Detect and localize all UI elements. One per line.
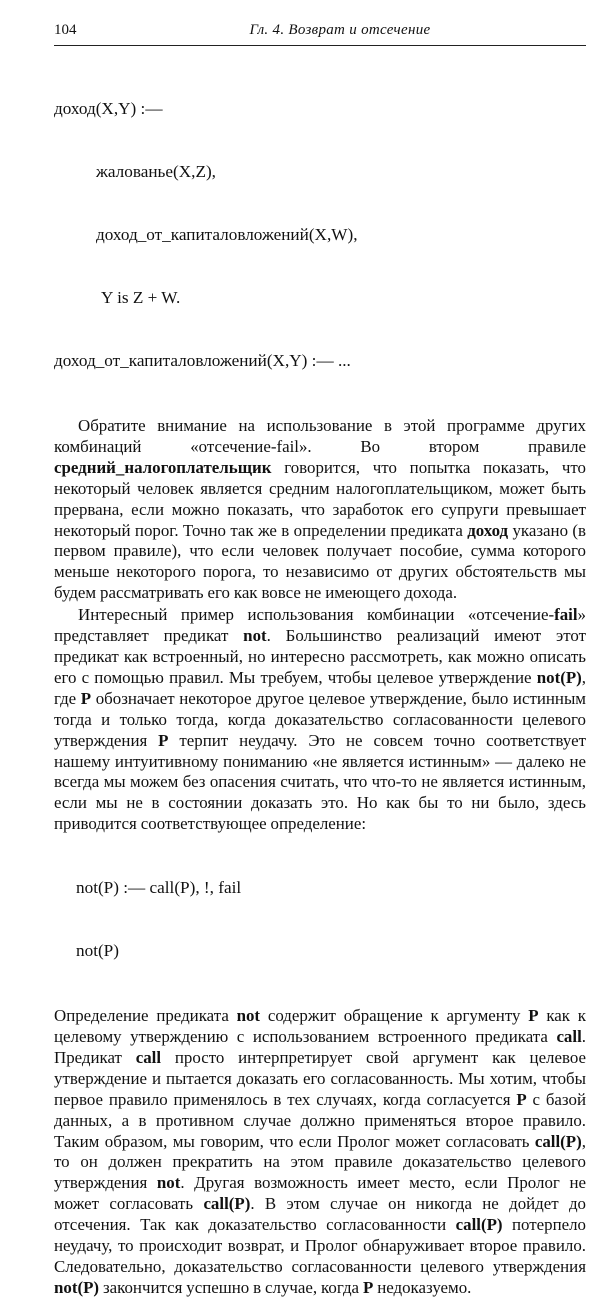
paragraph-cut-fail: Обратите внимание на использование в этой программе других комбинаций «отсечение-fail». Во втором правиле средний_налогоплательщик говорится, что попытка показать, что некоторый человек является средним налогоплательщиком, может быть прервана, если можно показать, что заработок его супруги превышает некоторый порог. Точно так же в определении предиката доход указано (в первом правиле), что если человек получает пособие, сумма которого меньше некоторого порога, то независимо от других обстоятельств мы будем рассматривать его как вовсе не имеющего дохода. <box>54 416 586 603</box>
term: call <box>135 1047 162 1067</box>
term: not <box>243 626 267 646</box>
code-line: доход(X,Y) :— <box>54 99 163 118</box>
paragraph-not-intro: Интересный пример использования комбинации «отсечение-fail» представляет предикат not. Большинство реализаций имеют этот предикат как встроенный, но интересно рассмотреть, как можно описать его с помощью правил. Мы требуем, чтобы целевое утверждение not(P), где P обозначает некоторое другое целевое утверждение, было истинным тогда и только тогда, когда доказательство согласованности целевого утверждения P терпит неудачу. Это не совсем точно соответствует нашему интуитивному пониманию «не является истинным» — далеко не всегда мы можем без опасения считать, что что-то не является истинным, если мы не в состоянии доказать это. Но как бы то ни было, здесь приводится соответствующее определение: <box>54 605 586 834</box>
term: средний_налогоплательщик <box>54 457 272 477</box>
code-line: доход_от_капиталовложений(X,Y) :— ... <box>54 351 351 370</box>
term: not <box>156 1173 181 1193</box>
code-block-not <box>54 835 586 1003</box>
code-line: жалованье(X,Z), <box>96 162 216 181</box>
paragraph-not-explained: Определение предиката not содержит обращение к аргументу P как к целевому утверждению с использованием встроенного предиката call. Предикат call просто интерпретирует свой аргумент как целевое утверждение и пытается доказать его согласованность. Мы хотим, чтобы первое правило применялось в тех случаях, когда согласуется P с базой данных, а в противном случае должно применяться второе правило. Таким образом, мы говорим, что если Пролог может согласовать call(P), то он должен прекратить на этом правиле доказательство целевого утверждения not. Другая возможность имеет место, если Пролог не может согласовать call(P). В этом случае он никогда не дойдет до отсечения. Так как доказательство согласованности call(P) потерпело неудачу, то происходит возврат, и Пролог обнаруживает второе правило. Следовательно, доказательство согласованности целевого утверждения not(P) закончится успешно в случае, когда P недоказуемо. <box>54 1006 587 1297</box>
term: fail <box>554 605 578 625</box>
term: P <box>80 688 92 708</box>
term: доход <box>467 520 509 540</box>
term: P <box>158 730 169 750</box>
term: call(P) <box>534 1131 582 1151</box>
term: call(P) <box>203 1194 251 1214</box>
code-line: not(P) <box>76 941 119 961</box>
running-title: Гл. 4. Возврат и отсечение <box>249 22 431 38</box>
term: call(P) <box>455 1215 503 1235</box>
term: not(P) <box>54 1277 100 1297</box>
code-line: not(P) :— call(P), !, fail <box>76 878 242 898</box>
term: call <box>556 1027 582 1047</box>
term: P <box>528 1006 539 1026</box>
code-block-doxod <box>54 56 586 413</box>
term: P <box>362 1277 374 1297</box>
term: P <box>516 1089 527 1109</box>
page-header <box>54 22 586 46</box>
term: not(P) <box>536 667 582 687</box>
term: not <box>236 1006 261 1026</box>
code-line: Y is Z + W. <box>101 288 181 307</box>
code-line: доход_от_капиталовложений(X,W), <box>96 225 358 244</box>
book-page <box>54 22 586 1299</box>
page-number: 104 <box>54 22 77 38</box>
